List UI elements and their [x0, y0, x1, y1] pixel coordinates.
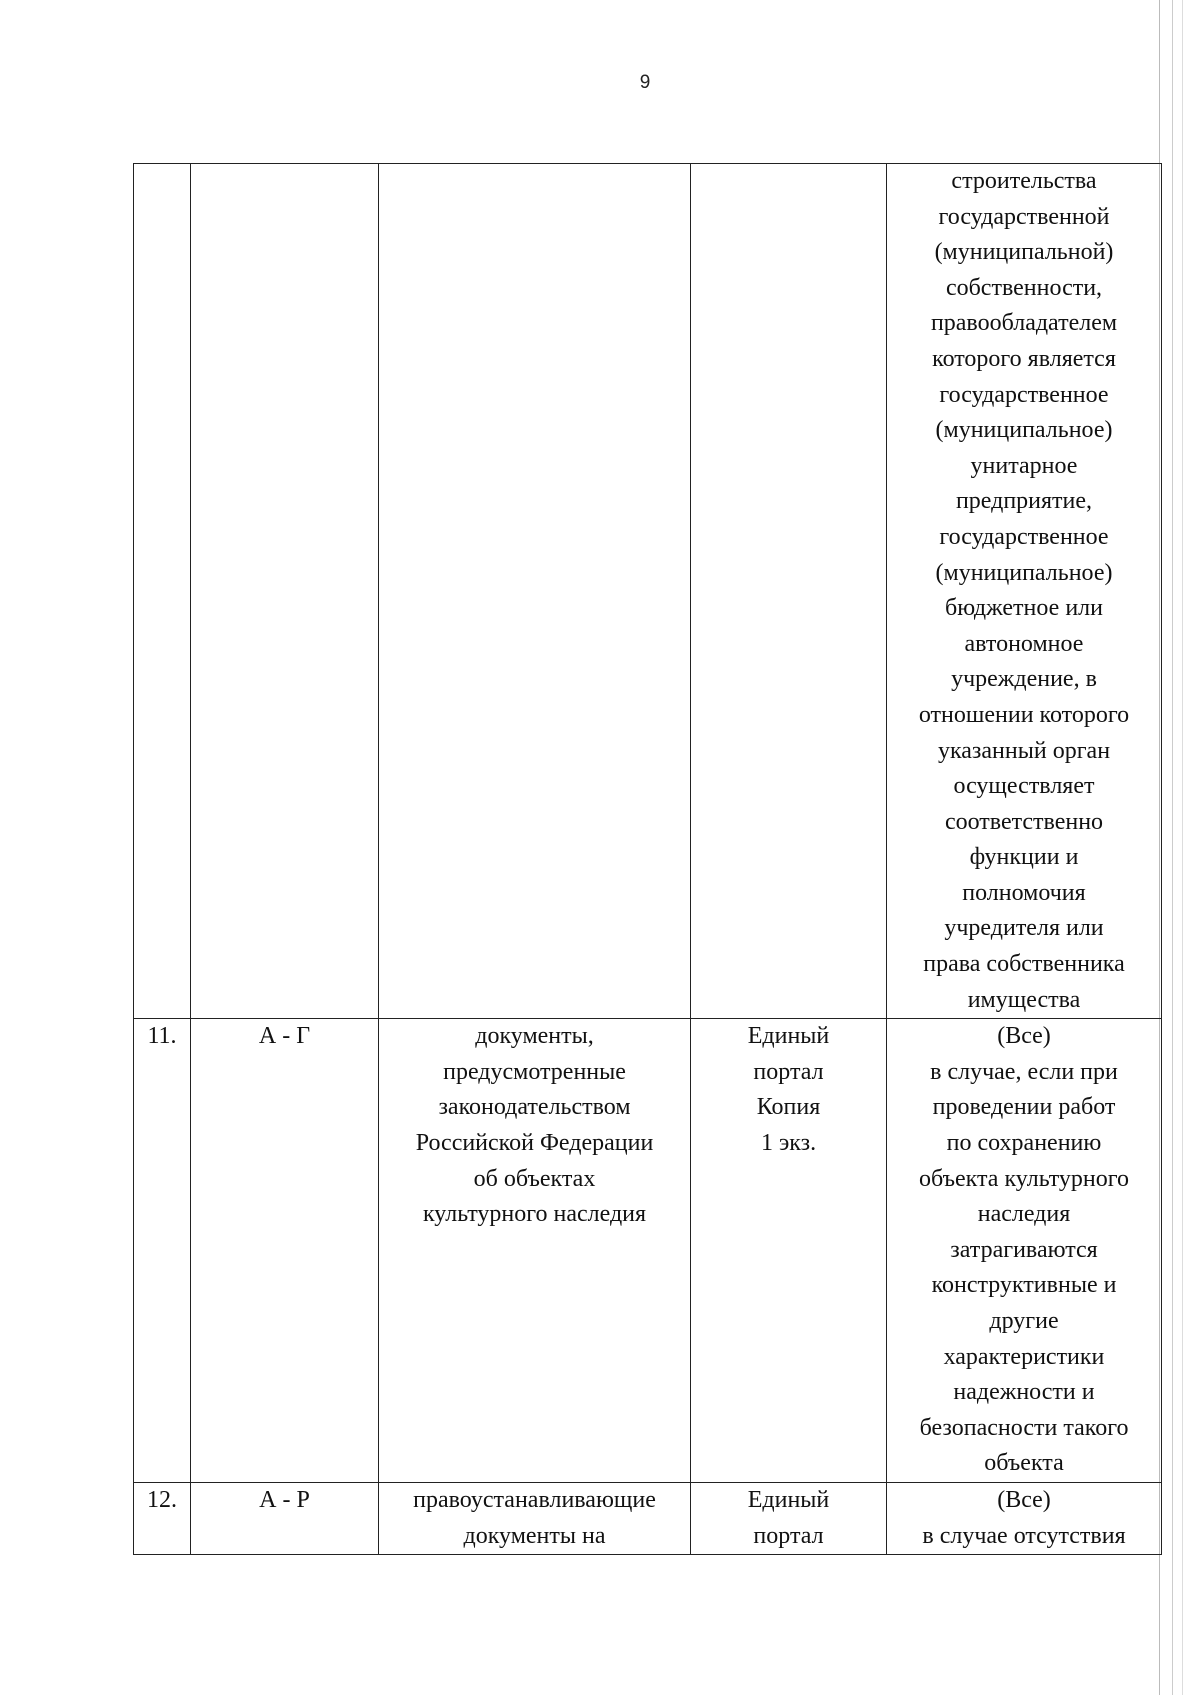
conditions-line: проведении работ [932, 1094, 1116, 1121]
conditions-line: собственности, [945, 274, 1103, 301]
document-line: предусмотренные [443, 1058, 626, 1085]
row-range: А - Р [191, 1482, 379, 1554]
submission-line: Копия [756, 1094, 821, 1121]
submission-line: Единый [747, 1486, 830, 1513]
submission-line: портал [753, 1058, 824, 1085]
conditions-line: функции и [969, 844, 1079, 871]
conditions-line: (Все) [997, 1486, 1051, 1513]
conditions-line: затрагиваются [950, 1236, 1098, 1263]
conditions-line: государственное [939, 381, 1109, 408]
row-number: 12. [134, 1482, 191, 1554]
document-line: законодательством [438, 1094, 631, 1121]
cell-submission [691, 164, 887, 1019]
conditions-line: государственное [939, 523, 1109, 550]
conditions-line: наследия [977, 1201, 1071, 1228]
submission-line: Единый [747, 1023, 830, 1050]
cell-submission [691, 1482, 887, 1554]
submission-line: портал [753, 1522, 824, 1549]
conditions-line: надежности и [953, 1379, 1095, 1406]
conditions-line: предприятие, [955, 488, 1093, 515]
conditions-line: по сохранению [946, 1130, 1102, 1157]
conditions-line: указанный орган [937, 737, 1111, 764]
document-line: об объектах [473, 1165, 596, 1192]
conditions-line: в случае отсутствия [922, 1522, 1126, 1549]
conditions-line: отношении которого [918, 701, 1130, 728]
conditions-line: характеристики [943, 1343, 1105, 1370]
document-line: правоустанавливающие [413, 1486, 656, 1513]
conditions-line: объекта [984, 1450, 1064, 1477]
scan-edge-lines [1159, 0, 1200, 1695]
cell-conditions [887, 164, 1162, 1019]
conditions-line: (муниципальное) [935, 417, 1113, 444]
conditions-line: строительства [951, 168, 1097, 194]
table-row [134, 1482, 1162, 1554]
conditions-line: учреждение, в [951, 666, 1097, 693]
row-range: А - Г [191, 1019, 379, 1483]
conditions-line: автономное [964, 630, 1084, 657]
table-row-continued [134, 164, 1162, 1019]
cell-conditions [887, 1019, 1162, 1483]
cell-conditions [887, 1482, 1162, 1554]
conditions-line: учредителя или [944, 915, 1104, 942]
cell-number [134, 164, 191, 1019]
cell-document [379, 1482, 691, 1554]
conditions-line: унитарное [970, 452, 1078, 479]
conditions-line: имущества [967, 986, 1081, 1013]
conditions-line: соответственно [944, 808, 1104, 835]
conditions-line: государственной [938, 203, 1110, 230]
conditions-line: конструктивные и [931, 1272, 1117, 1299]
conditions-line: осуществляет [953, 773, 1095, 800]
conditions-line: (Все) [997, 1023, 1051, 1050]
conditions-line: (муниципальное) [935, 559, 1113, 586]
conditions-line: правообладателем [930, 310, 1118, 337]
table-row [134, 1019, 1162, 1483]
conditions-line: другие [989, 1308, 1059, 1334]
page-number: 9 [639, 72, 651, 93]
document-line: Российской Федерации [415, 1130, 654, 1157]
conditions-line: полномочия [962, 879, 1086, 906]
conditions-line: права собственника [923, 951, 1125, 978]
documents-table [133, 163, 1162, 1555]
conditions-line: объекта культурного [919, 1165, 1129, 1192]
cell-range [191, 164, 379, 1019]
row-number: 11. [134, 1019, 191, 1483]
conditions-line: безопасности такого [919, 1414, 1129, 1441]
document-line: документы на [463, 1522, 606, 1549]
conditions-line: бюджетное или [945, 595, 1103, 622]
cell-submission [691, 1019, 887, 1483]
cell-document [379, 164, 691, 1019]
conditions-line: которого является [932, 345, 1116, 372]
cell-document [379, 1019, 691, 1483]
submission-line: 1 экз. [760, 1130, 817, 1157]
conditions-line: в случае, если при [930, 1058, 1118, 1085]
conditions-line: (муниципальной) [934, 239, 1114, 266]
document-line: документы, [475, 1023, 594, 1050]
document-line: культурного наследия [422, 1201, 647, 1228]
